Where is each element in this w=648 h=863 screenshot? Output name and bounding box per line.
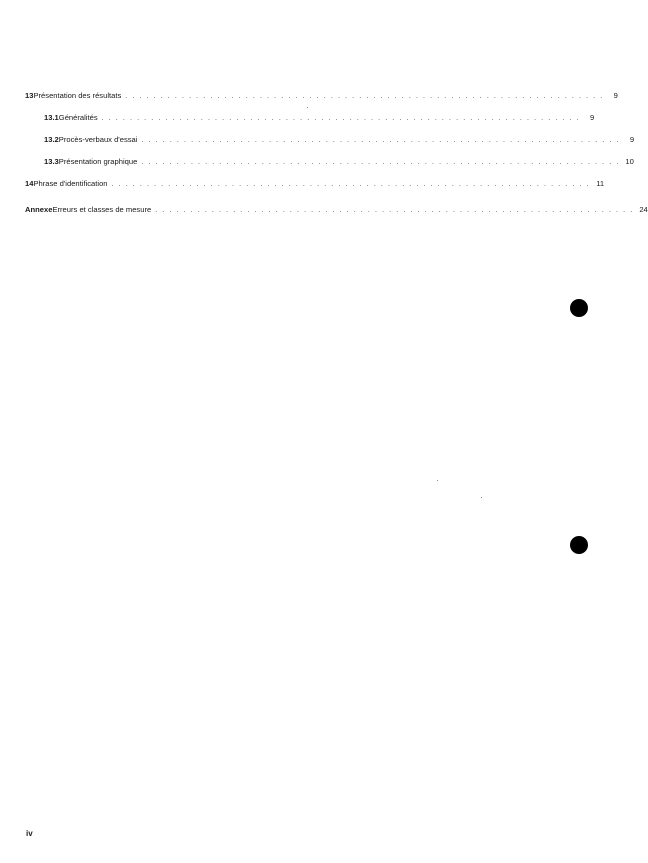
toc-number: Annexe (25, 205, 53, 214)
scan-speck (437, 480, 438, 481)
toc-leader: . . . . . . . . . . . . . . . . . . . . . . . . . . . . . . . . . . . . . . . . . . . . . . . . . . . . . . . . . . . . . . . . . . . . (111, 181, 591, 188)
toc-number: 13.2 (44, 135, 59, 144)
toc-title: Erreurs et classes de mesure (52, 205, 152, 214)
toc-title: Présentation des résultats (33, 91, 122, 100)
toc-number: 13.3 (44, 157, 59, 166)
toc-title: Procès-verbaux d'essai (58, 135, 138, 144)
toc-title: Présentation graphique (58, 157, 138, 166)
punch-hole-lower (570, 536, 588, 554)
toc-number: 14 (25, 179, 34, 188)
toc-number: 13 (25, 91, 34, 100)
toc-leader: . . . . . . . . . . . . . . . . . . . . . . . . . . . . . . . . . . . . . . . . . . . . . . . . . . . . . . . . . . . . . . . . . . . . (141, 137, 621, 144)
scan-speck (307, 107, 308, 108)
toc-entry-13-2 (25, 134, 635, 146)
toc-page-number: 11 (596, 179, 605, 188)
toc-entry-13-3 (25, 156, 634, 168)
toc-page-number: 10 (625, 157, 634, 166)
toc-entry-13-1 (25, 112, 595, 124)
toc-title: Phrase d'identification (33, 179, 108, 188)
scan-speck (481, 497, 482, 498)
toc-page-number: 24 (639, 205, 648, 214)
toc-title: Généralités (58, 113, 98, 122)
toc-leader: . . . . . . . . . . . . . . . . . . . . . . . . . . . . . . . . . . . . . . . . . . . . . . . . . . . . . . . . . . . . . . . . . . . . (141, 159, 620, 166)
toc-page-number: 9 (589, 113, 595, 122)
punch-hole-upper (570, 299, 588, 317)
toc-leader: . . . . . . . . . . . . . . . . . . . . . . . . . . . . . . . . . . . . . . . . . . . . . . . . . . . . . . . . . . . . . . . . . . . . (155, 207, 634, 214)
toc-page-number: 9 (629, 135, 635, 144)
toc-leader: . . . . . . . . . . . . . . . . . . . . . . . . . . . . . . . . . . . . . . . . . . . . . . . . . . . . . . . . . . . . . . . . . . . . (125, 93, 604, 100)
page-number: iv (26, 829, 33, 838)
toc-entry-14 (25, 178, 605, 190)
toc-entry-annexe (25, 204, 648, 216)
toc-page-number: 9 (613, 91, 618, 100)
toc-entry-13 (25, 90, 618, 102)
toc-number: 13.1 (44, 113, 59, 122)
toc-leader: . . . . . . . . . . . . . . . . . . . . . . . . . . . . . . . . . . . . . . . . . . . . . . . . . . . . . . . . . . . . . . . . . . . . (101, 115, 581, 122)
